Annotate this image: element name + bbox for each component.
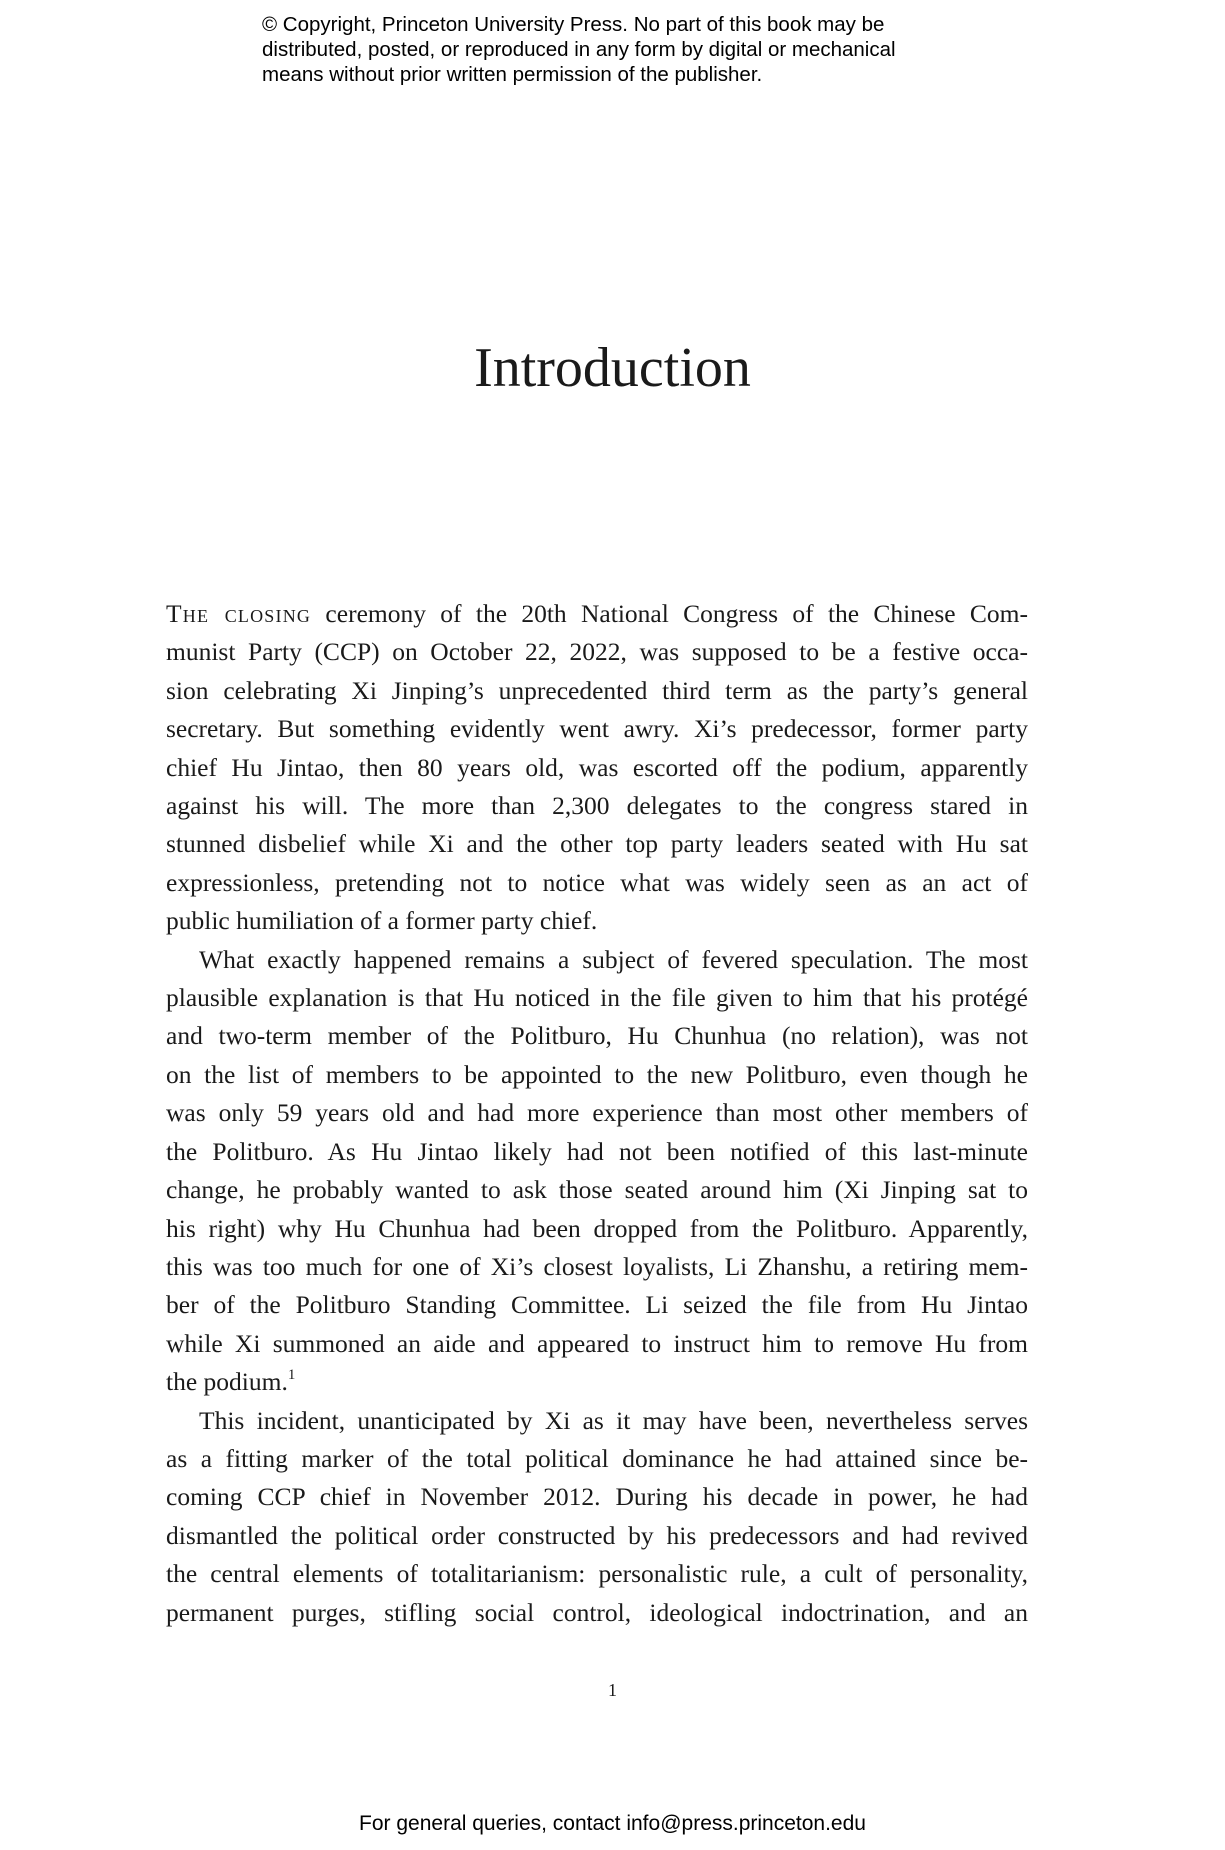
text-line: public humiliation of a former party chief. (166, 906, 598, 936)
text-line: expressionless, pretending not to notice what was widely seen as an act of (166, 867, 1028, 897)
text-line: secretary. But something evidently went awry. Xi’s predecessor, former party (166, 714, 1028, 744)
text-line: permanent purges, stifling social control, ideological indoctrination, and an (166, 1597, 1028, 1627)
copyright-line: © Copyright, Princeton University Press. No part of this book may be (262, 13, 885, 36)
text-line: ber of the Politburo Standing Committee. Li seized the file from Hu Jintao (166, 1290, 1028, 1320)
text-line: What exactly happened remains a subject of fevered speculation. The most (199, 944, 1028, 974)
text-line: this was too much for one of Xi’s closest loyalists, Li Zhanshu, a retiring mem- (166, 1251, 1028, 1281)
text-line (166, 1363, 1028, 1401)
text-line: the Politburo. As Hu Jintao likely had not been notified of this last-minute (166, 1136, 1028, 1166)
body-text (166, 595, 1028, 1632)
text-line: on the list of members to be appointed to the new Politburo, even though he (166, 1059, 1028, 1089)
text-line (166, 595, 1028, 633)
text-line: coming CCP chief in November 2012. During his decade in power, he had (166, 1482, 1028, 1512)
lead-in-smallcaps: The closing (166, 599, 312, 628)
text-line: was only 59 years old and had more experience than most other members of (166, 1098, 1028, 1128)
text-line: munist Party (CCP) on October 22, 2022, was supposed to be a festive occa- (166, 637, 1028, 667)
copyright-notice (262, 12, 982, 87)
text-line: chief Hu Jintao, then 80 years old, was escorted off the podium, apparently (166, 752, 1028, 782)
text-line: This incident, unanticipated by Xi as it may have been, nevertheless serves (199, 1405, 1028, 1435)
text-line: against his will. The more than 2,300 delegates to the congress stared in (166, 791, 1028, 821)
chapter-title: Introduction (474, 337, 751, 399)
text-line: the central elements of totalitarianism: personalistic rule, a cult of personality, (166, 1559, 1028, 1589)
footer-contact: For general queries, contact info@press.princeton.edu (359, 1812, 866, 1835)
copyright-line: distributed, posted, or reproduced in any form by digital or mechanical (262, 38, 896, 61)
text-line: while Xi summoned an aide and appeared to instruct him to remove Hu from (166, 1328, 1028, 1358)
text-line: sion celebrating Xi Jinping’s unprecedented third term as the party’s general (166, 675, 1028, 705)
text-line: change, he probably wanted to ask those seated around him (Xi Jinping sat to (166, 1175, 1028, 1205)
text-line: stunned disbelief while Xi and the other top party leaders seated with Hu sat (166, 829, 1028, 859)
page-number: 1 (608, 1680, 617, 1700)
text-line-content: ceremony of the 20th National Congress of the Chinese Com- (311, 599, 1028, 628)
copyright-line: means without prior written permission of the publisher. (262, 63, 763, 86)
text-line-content: the podium. (166, 1367, 288, 1397)
footnote-marker[interactable]: 1 (287, 1366, 296, 1383)
text-line: plausible explanation is that Hu noticed in the file given to him that his protégé (166, 983, 1028, 1013)
text-line: his right) why Hu Chunhua had been dropped from the Politburo. Apparently, (166, 1213, 1028, 1243)
text-line: as a fitting marker of the total political dominance he had attained since be- (166, 1443, 1028, 1473)
text-line: dismantled the political order constructed by his predecessors and had revived (166, 1520, 1028, 1550)
text-line: and two-term member of the Politburo, Hu Chunhua (no relation), was not (166, 1021, 1028, 1051)
